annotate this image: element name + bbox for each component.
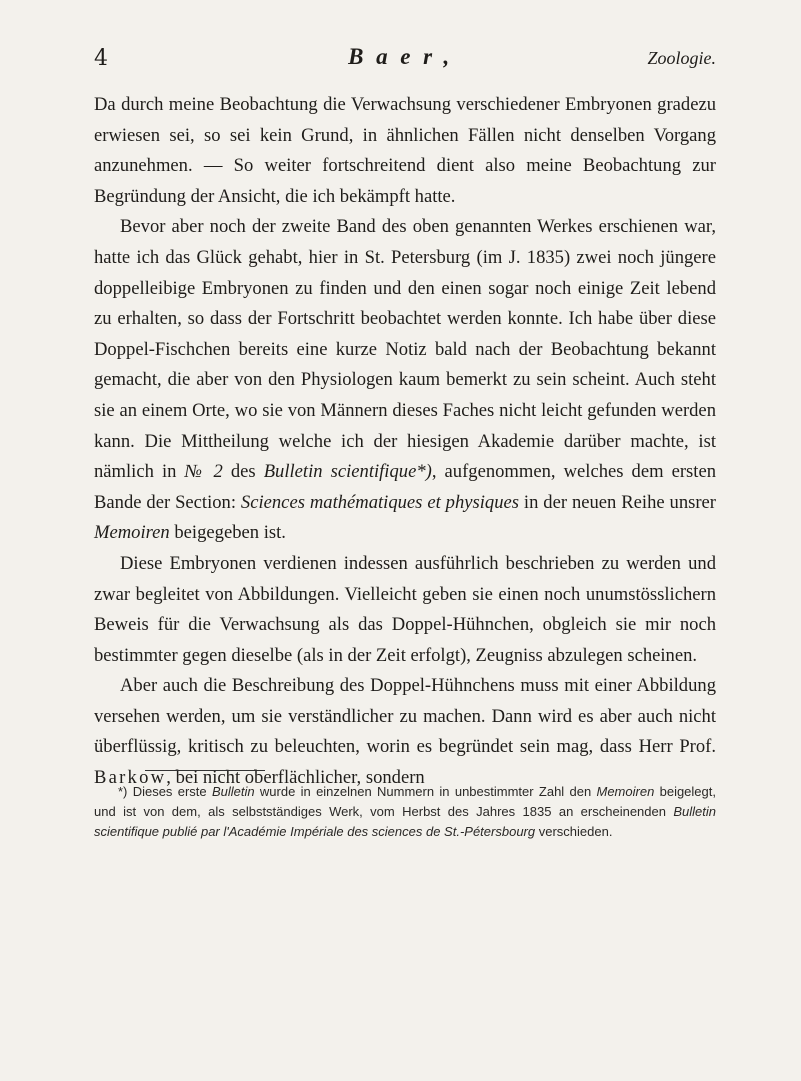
paragraph-2-text: Bevor aber noch der zweite Band des oben genannten Werkes erschienen war, hatte ich das Glück gehabt, hier in St. Petersburg (im J. 1835) zwei noch jüngere doppelleibige Embryonen zu finden und den einen sogar noch einige Zeit lebend zu erhalten, so dass der Fortschritt beobachtet werden konnte. Ich habe über diese Doppel-Fischchen bereits eine kurze Notiz bald nach der Beobachtung bekannt gemacht, die aber von den Physiologen kaum bemerkt zu sein scheint. Auch steht sie an einem Orte, wo sie von Männern dieses Faches nicht leicht gefunden werden kann. Die Mittheilung welche ich der hiesigen Akademie darüber machte, ist nämlich in xyxy=(94,216,716,483)
text-span: des xyxy=(222,461,264,483)
page-header xyxy=(94,44,716,80)
page-number: 4 xyxy=(94,46,108,71)
paragraph-2 xyxy=(94,212,716,549)
paragraph-4-text: Aber auch die Beschreibung des Doppel-Hühnchens muss mit einer Abbildung versehen werden, um sie verständlicher zu machen. Dann wird es aber auch nicht überflüssig, kritisch zu beleuchten, worin es begründet sein mag, dass Herr Prof. xyxy=(94,675,716,758)
footnote-rule xyxy=(145,770,265,771)
text-span: verschieden. xyxy=(535,824,613,839)
text-span: beigelegt, und ist von dem, als selbstständiges Werk, vom Herbst des Jahres 1835 an erscheinenden xyxy=(94,784,716,819)
text-span: beigegeben ist. xyxy=(169,522,286,544)
bulletin-full-title: Bulletin scientifique publié par l'Académie Impériale des sciences de St.-Pétersbourg xyxy=(94,804,716,839)
section-title: Sciences mathématiques et physiques xyxy=(240,491,519,513)
text-span: , aufgenommen, welches dem ersten Bande der Section: xyxy=(94,461,716,513)
footnote xyxy=(94,782,716,842)
number-sign: № 2 xyxy=(184,461,223,483)
footnote-marker: *) xyxy=(118,784,128,799)
paragraph-4 xyxy=(94,671,716,793)
text-span: wurde in einzelnen Nummern in unbestimmter Zahl den xyxy=(254,784,597,799)
running-title: Baer, xyxy=(348,44,462,69)
footnote-text xyxy=(94,782,716,842)
main-text xyxy=(94,90,716,794)
paragraph-3: Diese Embryonen verdienen indessen ausführlich beschrieben zu werden und zwar begleitet von Abbildungen. Vielleicht geben sie einen noch unumstösslichern Beweis für die Verwachsung als das Doppel-Hühnchen, obgleich sie mir noch bestimmter gegen dieselbe (als in der Zeit erfolgt), Zeugniss abzulegen scheinen. xyxy=(94,552,716,666)
paragraph-1: Da durch meine Beobachtung die Verwachsung verschiedener Embryonen gradezu erwiesen sei, so sei kein Grund, in ähnlichen Fällen nicht denselben Vorgang anzunehmen. — So weiter fortschreitend dient also meine Beobachtung zur Begründung der Ansicht, die ich bekämpft hatte. xyxy=(94,94,716,207)
text-span: in der neuen Reihe unsrer xyxy=(519,491,716,513)
memoiren-title: Memoiren xyxy=(596,784,655,799)
section-label: Zoologie. xyxy=(647,48,716,68)
text-span: , bei nicht oberflächlicher, sondern xyxy=(166,767,425,789)
bulletin-title: Bulletin xyxy=(211,784,255,799)
text-span: Dieses erste xyxy=(127,784,212,799)
memoiren-title: Memoiren xyxy=(94,522,170,544)
bulletin-title: Bulletin scientifique*) xyxy=(263,461,432,483)
person-name: Barkow xyxy=(94,767,167,789)
